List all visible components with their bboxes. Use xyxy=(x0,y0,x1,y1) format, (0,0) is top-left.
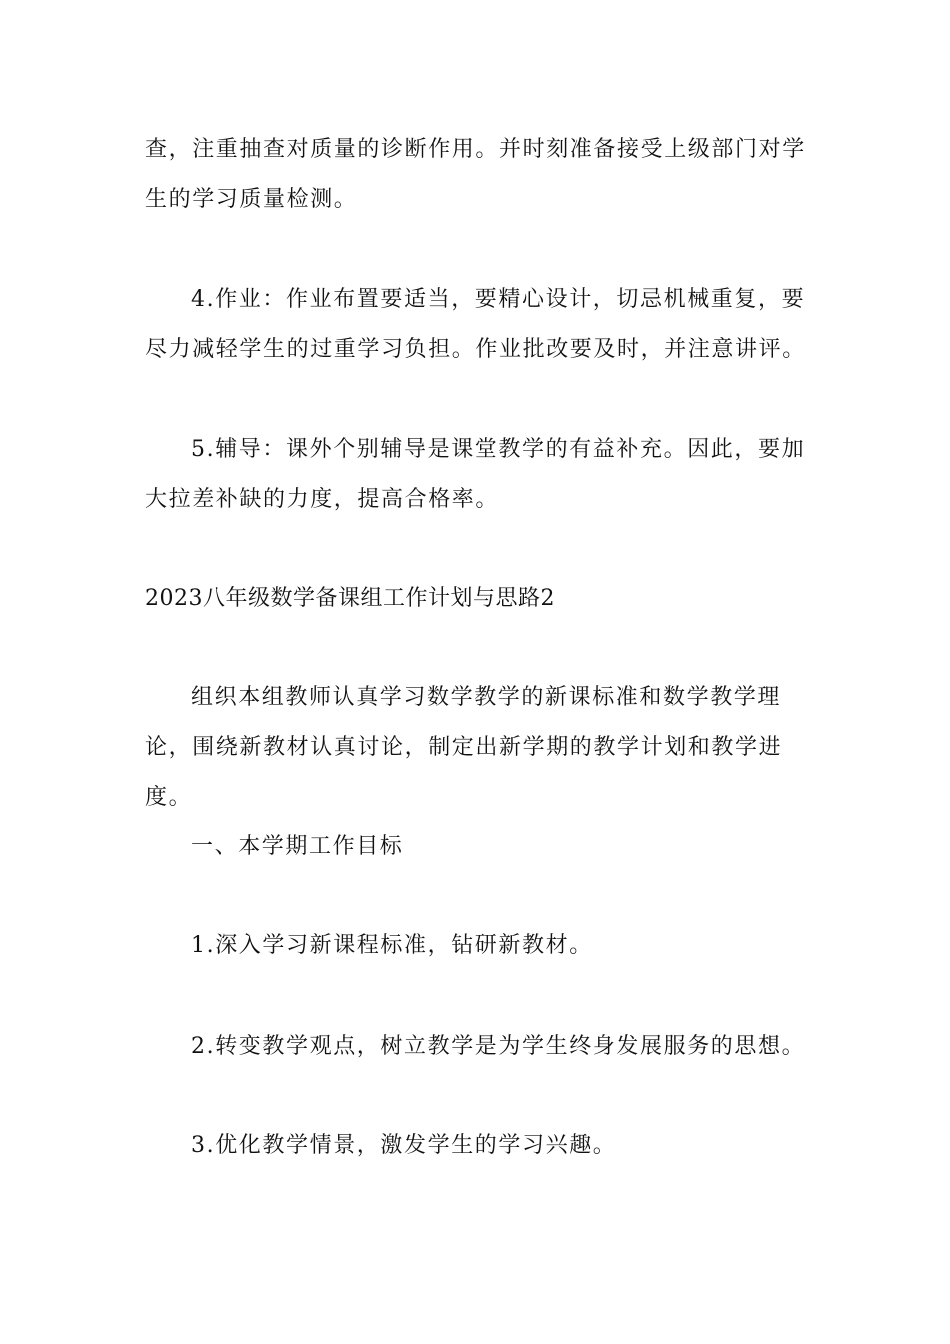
paragraph-quality-check: 查，注重抽查对质量的诊断作用。并时刻准备接受上级部门对学生的学习质量检测。 xyxy=(145,137,806,212)
paragraph-homework: 4.作业：作业布置要适当，要精心设计，切忌机械重复，要尽力减轻学生的过重学习负担。作业批改要及时，并注意讲评。 xyxy=(145,287,806,362)
subheading-goals: 一、本学期工作目标 xyxy=(191,834,404,859)
list-item-goal-3: 3.优化教学情景，激发学生的学习兴趣。 xyxy=(191,1133,617,1158)
list-item-goal-2: 2.转变教学观点，树立教学是为学生终身发展服务的思想。 xyxy=(191,1034,806,1059)
list-item-goal-1: 1.深入学习新课程标准，钻研新教材。 xyxy=(191,933,593,958)
section-title: 2023八年级数学备课组工作计划与思路2 xyxy=(145,586,555,611)
paragraph-tutoring: 5.辅导：课外个别辅导是课堂教学的有益补充。因此，要加大拉差补缺的力度，提高合格率。 xyxy=(145,437,806,512)
paragraph-organize: 组织本组教师认真学习数学教学的新课标准和数学教学理论，围绕新教材认真讨论，制定出新学期的教学计划和教学进度。 xyxy=(145,685,783,810)
